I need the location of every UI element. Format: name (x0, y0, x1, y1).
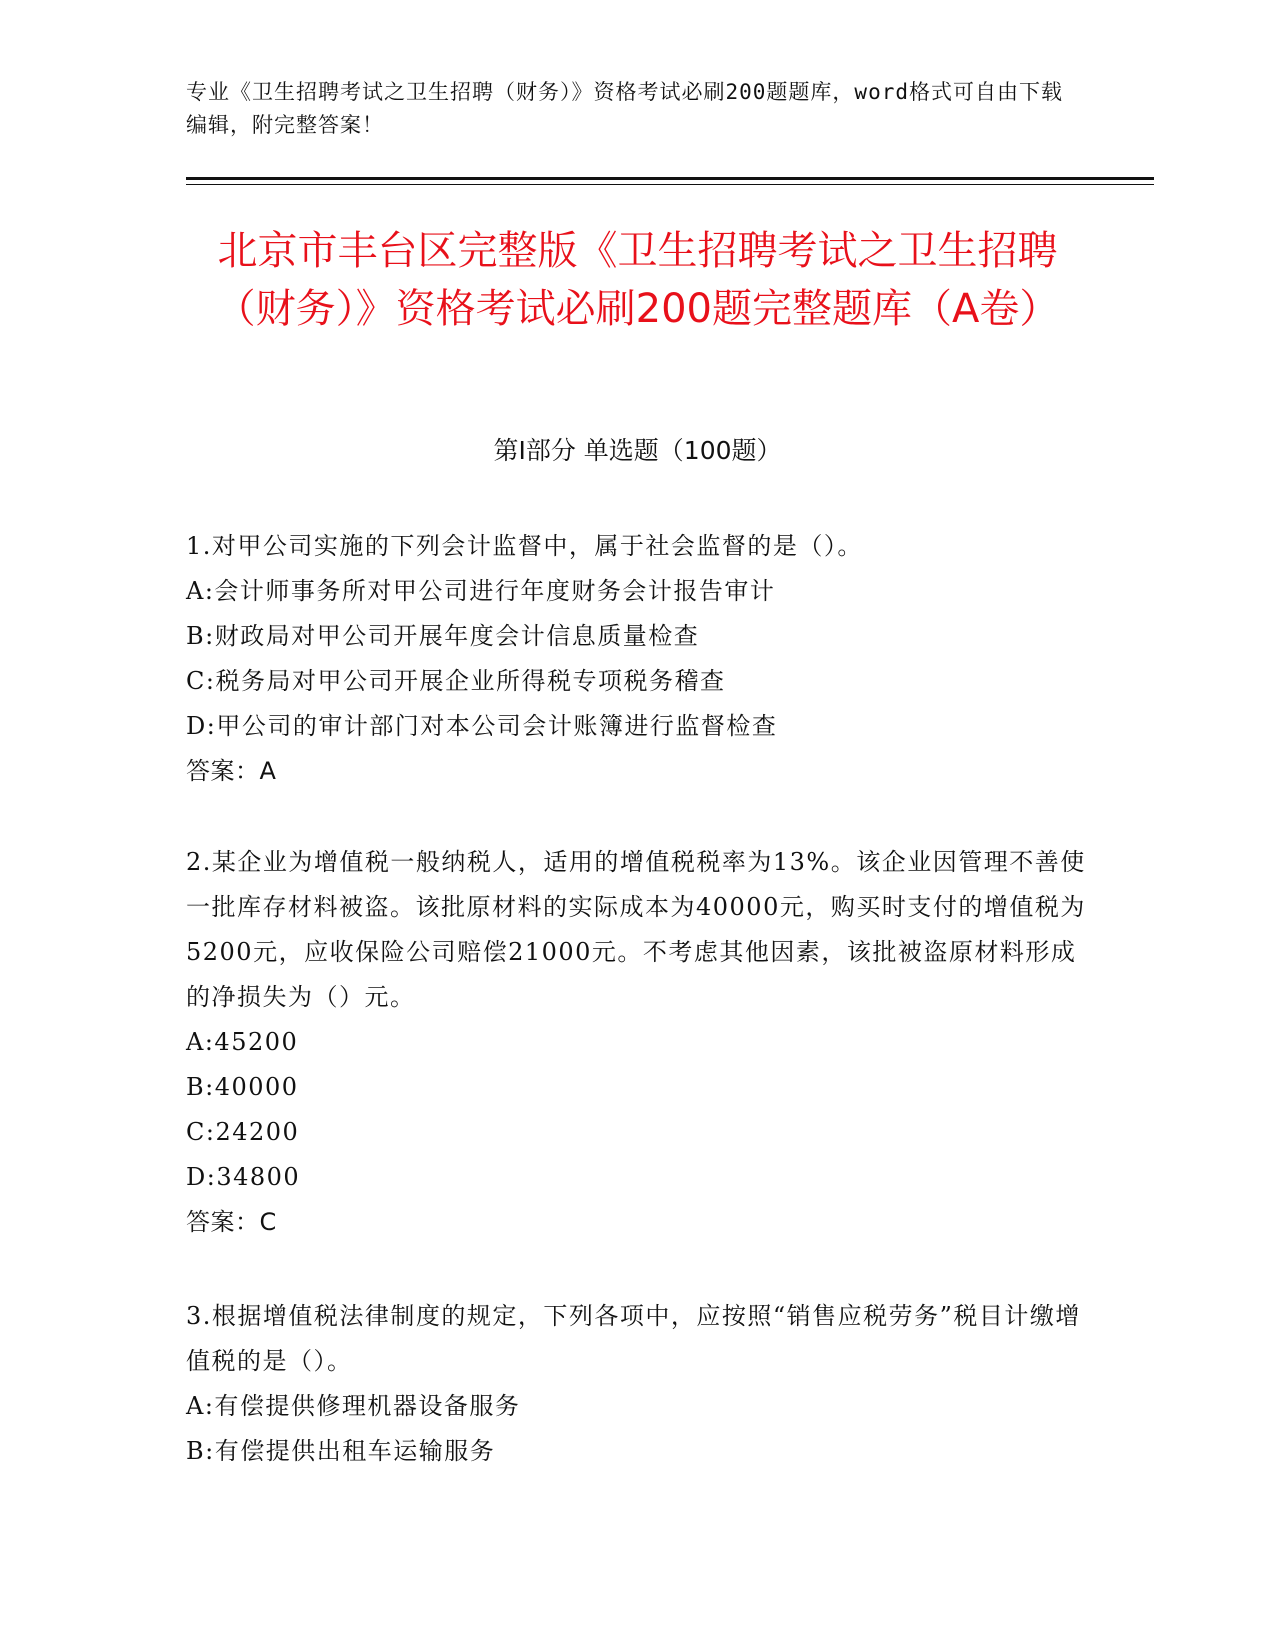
question-stem: 1.对甲公司实施的下列会计监督中，属于社会监督的是（）。 (186, 532, 863, 560)
answer: 答案：A (186, 757, 277, 785)
header-note: 专业《卫生招聘考试之卫生招聘（财务）》资格考试必刷200题题库，word格式可自由下载编辑，附完整答案！ (186, 80, 1063, 137)
option-c: C:税务局对甲公司开展企业所得税专项税务稽查 (186, 667, 726, 695)
question-3 (186, 1294, 1086, 1474)
option-b: B:40000 (186, 1073, 299, 1101)
question-1 (186, 524, 1086, 794)
section-heading: 第I部分 单选题（100题） (493, 436, 782, 465)
question-2 (186, 840, 1086, 1245)
document-title: 北京市丰台区完整版《卫生招聘考试之卫生招聘（财务）》资格考试必刷200题完整题库（A卷） (215, 228, 1060, 332)
question-stem: 3.根据增值税法律制度的规定，下列各项中，应按照“销售应税劳务”税目计缴增值税的是（）。 (186, 1302, 1081, 1375)
header-divider-thin (186, 184, 1154, 185)
option-d: D:34800 (186, 1163, 301, 1191)
answer: 答案：C (186, 1208, 277, 1236)
option-c: C:24200 (186, 1118, 300, 1146)
option-a: A:45200 (186, 1028, 299, 1056)
option-b: B:财政局对甲公司开展年度会计信息质量检查 (186, 622, 700, 650)
option-a: A:有偿提供修理机器设备服务 (186, 1392, 521, 1420)
option-b: B:有偿提供出租车运输服务 (186, 1437, 496, 1465)
question-stem: 2.某企业为增值税一般纳税人，适用的增值税税率为13%。该企业因管理不善使一批库存材料被盗。该批原材料的实际成本为40000元，购买时支付的增值税为5200元，应收保险公司赔偿21000元。不考虑其他因素，该批被盗原材料形成的净损失为（）元。 (186, 848, 1086, 1011)
header-divider-thick (186, 177, 1154, 180)
option-d: D:甲公司的审计部门对本公司会计账簿进行监督检查 (186, 712, 778, 740)
option-a: A:会计师事务所对甲公司进行年度财务会计报告审计 (186, 577, 776, 605)
